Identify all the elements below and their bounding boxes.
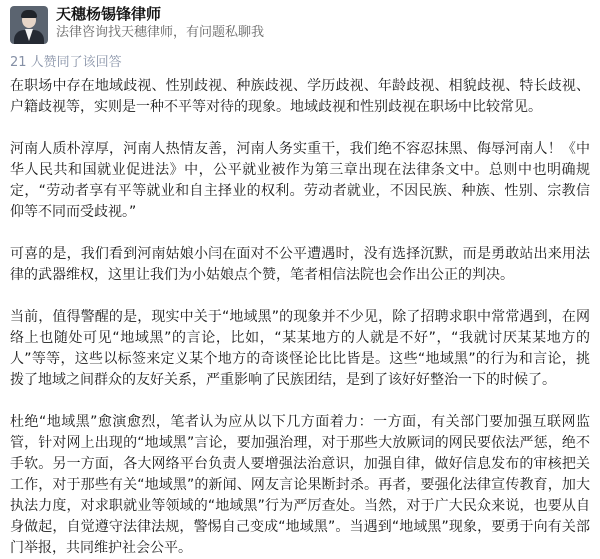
paragraph: 当前，值得警醒的是，现实中关于“地域黑”的现象并不少见，除了招聘求职中常常遇到，在网络上也随处可见“地域黑”的言论，比如，“某某地方的人就是不好”，“我就讨厌某某地方的人”等等，这些以标签来定义某个地方的奇谈怪论比比皆是。这些“地域黑”的行为和言论，挑拨了地域之间群众的友好关系，严重影响了民族团结，是到了该好好整治一下的时候了。	[10, 309, 590, 388]
paragraph: 可喜的是，我们看到河南姑娘小闫在面对不公平遭遇时，没有选择沉默，而是勇敢站出来用法律的武器维权，这里让我们为小姑娘点个赞，笔者相信法院也会作出公正的判决。	[10, 246, 590, 283]
author-header	[10, 4, 590, 48]
paragraph: 杜绝“地域黑”愈演愈烈，笔者认为应从以下几方面着力：一方面，有关部门要加强互联网监管，针对网上出现的“地域黑”言论，要加强治理，对于那些大放厥词的网民要依法严惩，绝不手软。另一方面，各大网络平台负责人要增强法治意识，加强自律，做好信息发布的审核把关工作，对于那些有关“地域黑”的新闻、网友言论果断封杀。再者，要强化法律宣传教育，加大执法力度，对求职就业等领域的“地域黑”行为严厉查处。当然，对于广大民众来说，也要从自身做起，自觉遵守法律法规，警惕自己变成“地域黑”。当遇到“地域黑”现象，要勇于向有关部门举报，共同维护社会公平。	[10, 414, 590, 556]
author-info	[56, 4, 264, 42]
likes-count[interactable]: 21 人赞同了该回答	[10, 55, 122, 70]
paragraph: 在职场中存在地域歧视、性别歧视、种族歧视、学历歧视、年龄歧视、相貌歧视、特长歧视、户籍歧视等，实则是一种不平等对待的现象。地域歧视和性别歧视在职场中比较常见。	[10, 78, 590, 115]
answer-content	[10, 76, 590, 559]
author-bio: 法律咨询找天穗律师，有问题私聊我	[56, 25, 265, 40]
author-avatar[interactable]	[10, 6, 48, 44]
author-name[interactable]: 天穗杨锡锋律师	[56, 5, 162, 23]
paragraph: 河南人质朴淳厚，河南人热情友善，河南人务实重干，我们绝不容忍抹黑、侮辱河南人！《中华人民共和国就业促进法》中，公平就业被作为第三章出现在法律条文中。总则中也明确规定，“劳动者享有平等就业和自主择业的权利。劳动者就业，不因民族、种族、性别、宗教信仰等不同而受歧视。”	[10, 141, 590, 220]
